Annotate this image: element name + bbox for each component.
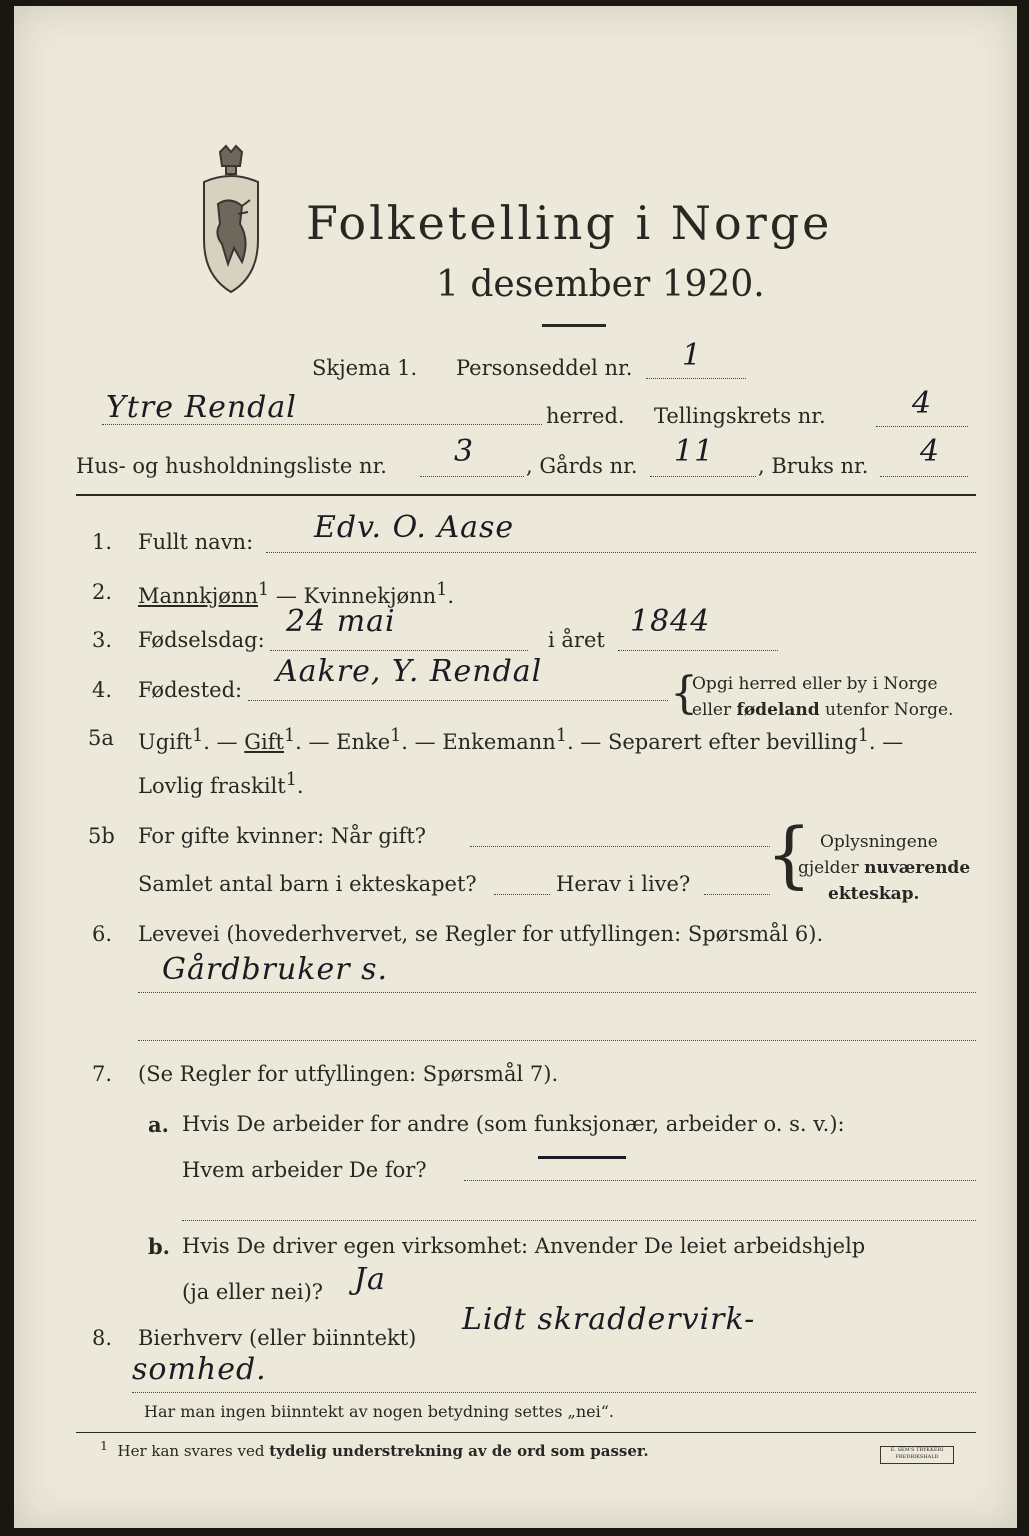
q8-note: Har man ingen biinntekt av nogen betydning settes „nei“. [144,1402,614,1421]
coat-of-arms-icon [190,144,272,296]
tellingskrets-line [876,426,968,427]
schema-label: Skjema 1. [312,356,418,380]
q5a-number: 5a [88,726,114,750]
q7b-letter: b. [148,1234,170,1259]
q5b-line2-label: Samlet antal barn i ekteskapet? [138,872,477,896]
personseddel-line [646,378,746,379]
q5b-side-line2: gjelder nuværende [798,858,971,878]
personseddel-label: Personseddel nr. [456,356,633,380]
q2-mann-option[interactable]: Mannkjønn [138,584,259,608]
bruks-label: , Bruks nr. [758,454,869,478]
q5a-enke-option[interactable]: Enke [336,730,391,754]
herred-label: herred. [546,404,625,428]
q7-number: 7. [92,1062,113,1086]
q7a-letter: a. [148,1112,169,1137]
bruks-line [880,476,968,477]
q5b-brace: { [766,812,812,896]
q3-line [270,650,528,651]
header-divider [76,494,976,496]
tellingskrets-label: Tellingskrets nr. [654,404,826,428]
herred-line [102,424,542,425]
q5a-options-line2: Lovlig fraskilt$^1$. [138,770,304,798]
q8-line [132,1392,976,1393]
printer-stamp: E. SEM'S TRYKKERI FREDRIKSHALD [880,1446,954,1464]
footnote: $^1$ Her kan svares ved tydelig understrekning av de ord som passer. [100,1438,649,1460]
q8-number: 8. [92,1326,113,1350]
q4-line [248,700,668,701]
q3-label: Fødselsdag: [138,628,265,652]
q5b-number: 5b [88,824,115,848]
q3-year-label: i året [548,628,605,652]
q5a-lovlig-option[interactable]: Lovlig fraskilt [138,774,286,798]
q5a-gift-option[interactable]: Gift [244,730,284,754]
hus-line [420,476,524,477]
q6-line1 [138,992,976,993]
hus-value[interactable]: 3 [454,434,475,469]
q5b-line1 [470,846,770,847]
q5a-enkemann-option[interactable]: Enkemann [442,730,556,754]
herred-value[interactable]: Ytre Rendal [106,390,297,425]
q5a-separert-option[interactable]: Separert efter bevilling [607,730,858,754]
q1-number: 1. [92,530,113,554]
q1-label: Fullt navn: [138,530,254,554]
q3-year-line [618,650,778,651]
q8-value-line1[interactable]: Lidt skraddervirk- [462,1302,756,1337]
q8-value-line2[interactable]: somhed. [132,1352,267,1387]
q5b-herav-label: Herav i live? [556,872,691,896]
q4-note-line2: eller fødeland utenfor Norge. [692,700,954,720]
gards-line [650,476,756,477]
q5a-options: Ugift$^1$. — Gift$^1$. — Enke$^1$. — Enkemann$^1$. — Separert efter bevilling$^1$. — [138,726,904,754]
q6-value[interactable]: Gårdbruker s. [162,952,389,987]
q5b-line2a [494,894,550,895]
q4-value[interactable]: Aakre, Y. Rendal [276,654,543,689]
q5a-ugift-option[interactable]: Ugift [138,730,193,754]
gards-value[interactable]: 11 [674,434,715,469]
q7-label: (Se Regler for utfyllingen: Spørsmål 7). [138,1062,559,1086]
q2-kvinne-option[interactable]: Kvinnekjønn [303,584,437,608]
q5b-side-line3: ekteskap. [828,884,920,904]
bruks-value[interactable]: 4 [920,434,941,469]
tellingskrets-value[interactable]: 4 [912,386,933,421]
q7a-line1: Hvis De arbeider for andre (som funksjonær, arbeider o. s. v.): [182,1112,845,1136]
q1-line [266,552,976,553]
form-title: Folketelling i Norge [306,196,833,250]
hus-label: Hus- og husholdningsliste nr. [76,454,387,478]
form-date: 1 desember 1920. [436,264,765,305]
q5b-side-line1: Oplysningene [820,832,938,852]
q6-number: 6. [92,922,113,946]
q7a-dash-mark [538,1156,626,1159]
q4-brace: { [670,668,698,719]
q7b-value[interactable]: Ja [354,1262,386,1297]
q7a-line2 [464,1180,976,1181]
q8-label: Bierhverv (eller biinntekt) [138,1326,417,1350]
q5b-line2b [704,894,770,895]
q4-label: Fødested: [138,678,243,702]
q2-number: 2. [92,580,113,604]
q6-line2 [138,1040,976,1041]
q4-note-line1: Opgi herred eller by i Norge [692,674,938,694]
q7a-line3 [182,1220,976,1221]
q7a-line2-label: Hvem arbeider De for? [182,1158,427,1182]
q6-label: Levevei (hovederhvervet, se Regler for utfyllingen: Spørsmål 6). [138,922,824,946]
q3-number: 3. [92,628,113,652]
q4-number: 4. [92,678,113,702]
footnote-divider [76,1432,976,1433]
q1-value[interactable]: Edv. O. Aase [314,510,515,545]
personseddel-value[interactable]: 1 [682,338,703,373]
q7b-line1: Hvis De driver egen virksomhet: Anvender De leiet arbeidshjelp [182,1234,866,1258]
census-form [14,6,1017,1528]
q5b-line1-label: For gifte kvinner: Når gift? [138,824,427,848]
title-divider [542,324,606,327]
q3-year-value[interactable]: 1844 [630,604,711,639]
q7b-line2-label: (ja eller nei)? [182,1280,324,1304]
q2-options: Mannkjønn$^1$ — Kvinnekjønn$^1$. [138,580,455,608]
gards-label: , Gårds nr. [526,454,638,478]
q3-value[interactable]: 24 mai [286,604,396,639]
